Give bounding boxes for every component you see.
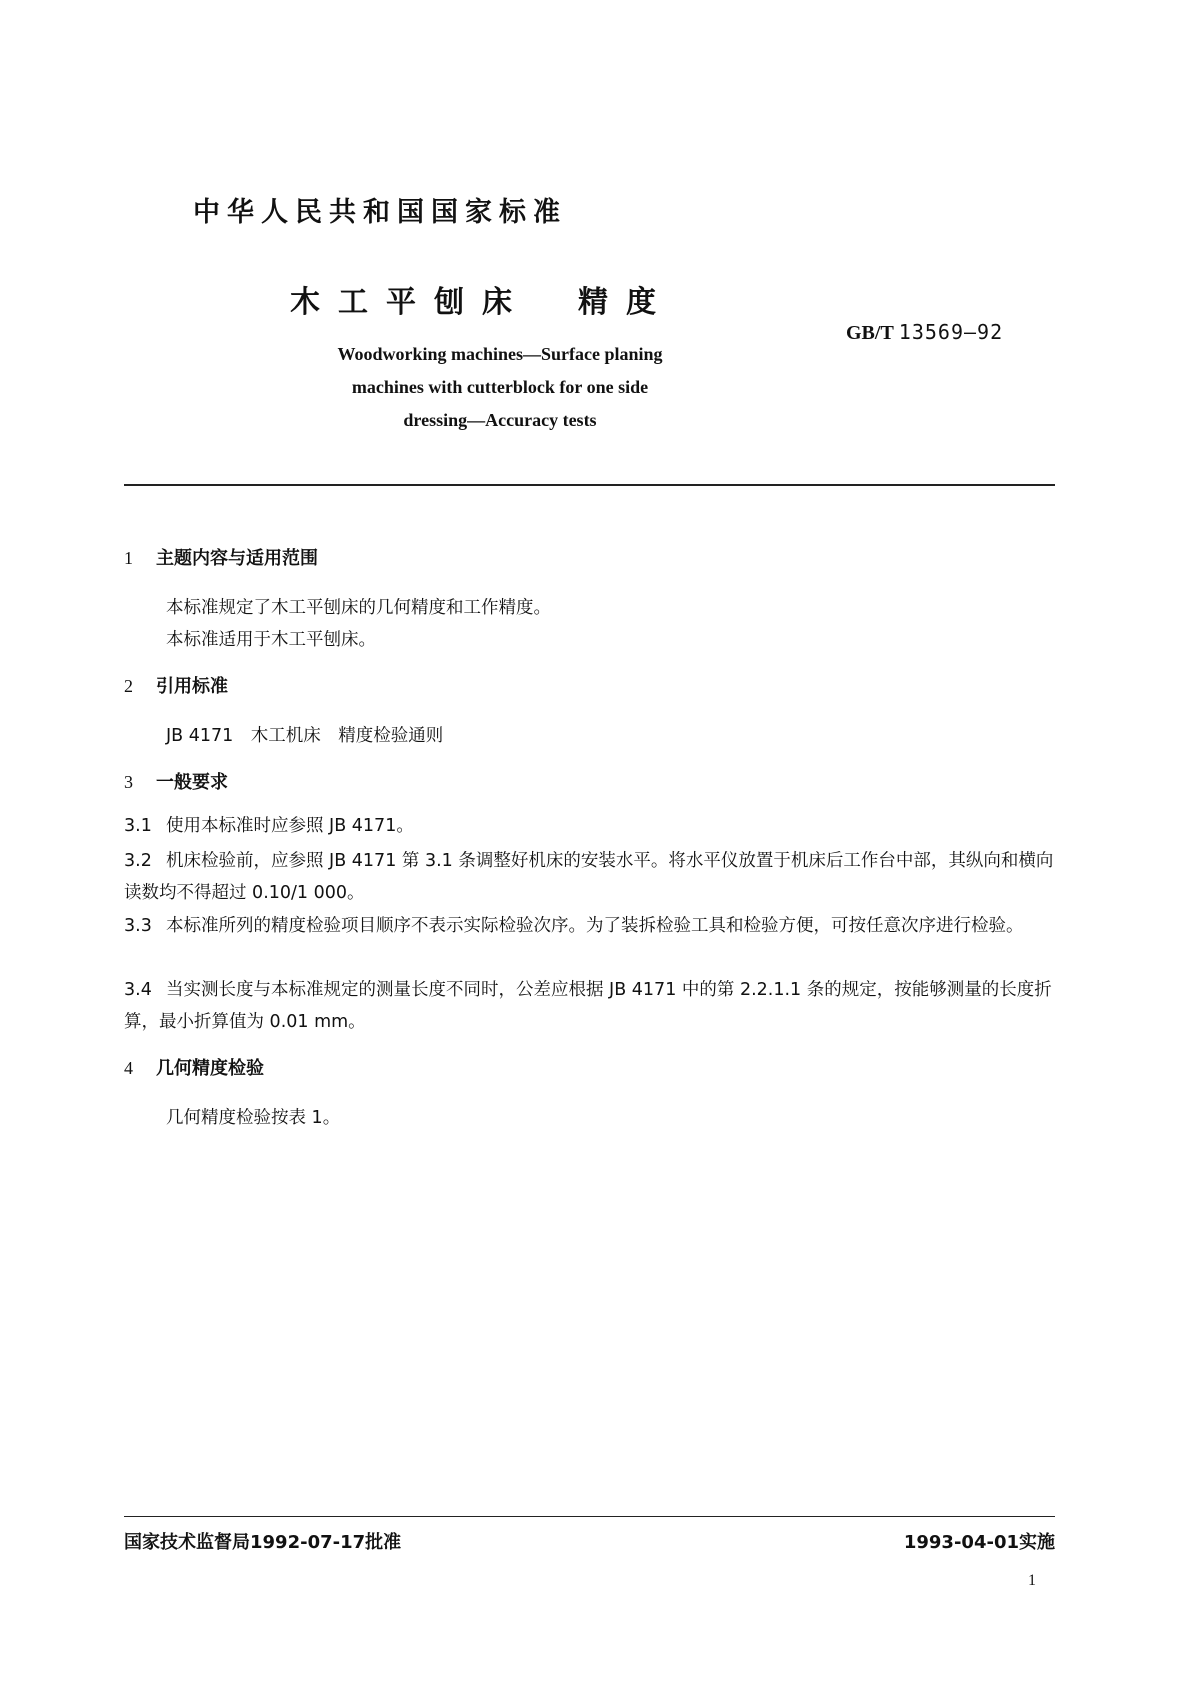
section-heading-4: 4 几何精度检验 (124, 1058, 264, 1079)
national-standard-label: 中华人民共和国国家标准 (193, 197, 567, 228)
footer-divider (124, 1516, 1055, 1517)
effective-date-text: 1993-04-01实施 (903, 1532, 1055, 1553)
section-title: 引用标准 (156, 676, 228, 697)
section-title: 主题内容与适用范围 (156, 548, 318, 569)
approval-text: 国家技术监督局1992-07-17批准 (124, 1532, 402, 1553)
section-1-line-2: 本标准适用于木工平刨床。 (166, 630, 376, 650)
clause-3-3: 3.3 本标准所列的精度检验项目顺序不表示实际检验次序。为了装拆检验工具和检验方便，可按任意次序进行检验。 (124, 916, 1024, 936)
section-2-line-1: JB 4171 木工机床 精度检验通则 (166, 726, 444, 746)
section-heading-3: 3 一般要求 (124, 772, 228, 793)
clause-3-4: 3.4 当实测长度与本标准规定的测量长度不同时，公差应根据 JB 4171 中的第 2.2.1.1 条的规定，按能够测量的长度折算，最小折算值为 0.01 mm。 (124, 980, 1052, 1032)
section-heading-1: 1 主题内容与适用范围 (124, 548, 318, 569)
clause-3-2: 3.2 机床检验前，应参照 JB 4171 第 3.1 条调整好机床的安装水平。将水平仪放置于机床后工作台中部，其纵向和横向读数均不得超过 0.10/1 000。 (124, 851, 1054, 903)
section-4-line-1: 几何精度检验按表 1。 (166, 1108, 341, 1128)
header-divider (124, 484, 1055, 486)
standard-number: 13569—92 (898, 320, 1004, 344)
section-title: 几何精度检验 (156, 1058, 264, 1079)
section-heading-2: 2 引用标准 (124, 676, 228, 697)
title-en-line: Woodworking machines—Surface planing (337, 344, 663, 364)
section-1-line-1: 本标准规定了木工平刨床的几何精度和工作精度。 (166, 598, 551, 618)
title-en-line: machines with cutterblock for one side (351, 377, 649, 397)
section-title: 一般要求 (156, 772, 228, 793)
standard-code (846, 320, 1003, 345)
title-en-line: dressing—Accuracy tests (403, 410, 597, 430)
clause-3-1: 3.1 使用本标准时应参照 JB 4171。 (124, 816, 414, 836)
document-title-en (280, 338, 720, 437)
document-title-cn: 木工平刨床 精度 (290, 285, 674, 320)
page-number: 1 (1028, 1572, 1036, 1589)
standard-prefix: GB/T (846, 322, 894, 344)
